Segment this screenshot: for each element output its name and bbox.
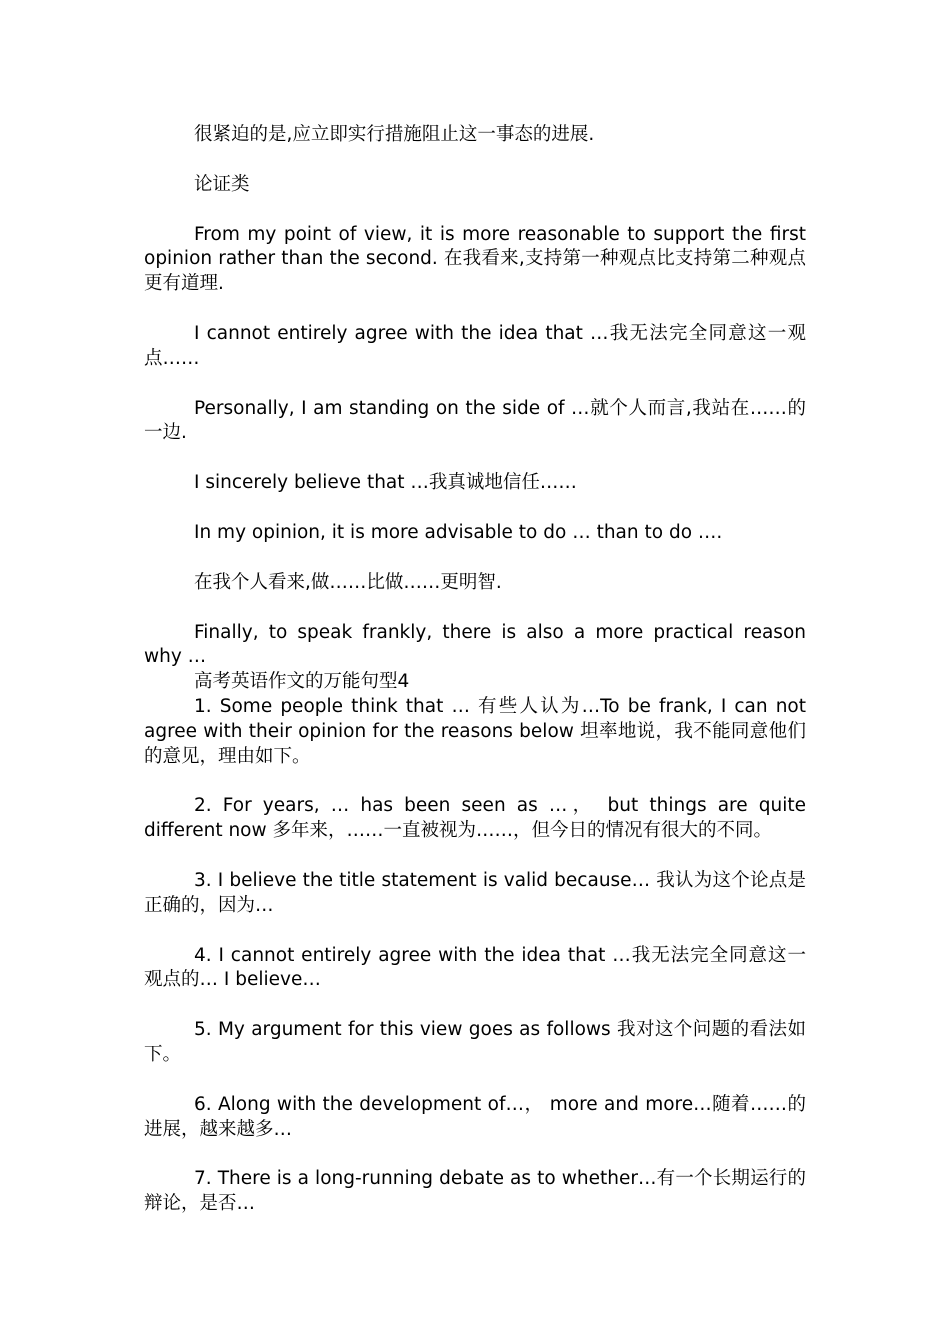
paragraph-more-advisable-translation: 在我个人看来,做……比做……更明智. bbox=[194, 571, 502, 593]
paragraph-sincerely-believe: I sincerely believe that …我真诚地信任…… bbox=[194, 472, 577, 494]
paragraph-practical-reason: Finally, to speak frankly, there is also a more practical reason why … bbox=[144, 621, 806, 668]
paragraph-more-advisable: In my opinion, it is more advisable to do … than to do …. bbox=[194, 521, 723, 543]
section-heading-sentence-patterns: 高考英语作文的万能句型4 bbox=[194, 671, 410, 693]
paragraph-urgent-action: 很紧迫的是,应立即实行措施阻止这一事态的进展. bbox=[194, 124, 595, 145]
document-body bbox=[144, 123, 806, 1242]
list-item-3: 3. I believe the title statement is valid because… 我认为这个论点是正确的，因为… bbox=[144, 869, 806, 916]
section-heading-argument: 论证类 bbox=[194, 173, 250, 195]
list-item-6: 6. Along with the development of…， more and more…随着……的进展，越来越多… bbox=[144, 1093, 806, 1140]
paragraph-personally: Personally, I am standing on the side of …就个人而言,我站在……的一边. bbox=[144, 397, 806, 444]
paragraph-cannot-agree: I cannot entirely agree with the idea that …我无法完全同意这一观点…… bbox=[144, 322, 806, 369]
list-item-2: 2. For years, … has been seen as …， but things are quite different now 多年来，……一直被视为……，但今日的情况有很大的不同。 bbox=[144, 795, 806, 842]
list-item-4: 4. I cannot entirely agree with the idea that …我无法完全同意这一观点的… I believe… bbox=[144, 944, 806, 991]
list-item-5: 5. My argument for this view goes as follows 我对这个问题的看法如下。 bbox=[144, 1019, 806, 1065]
list-item-7: 7. There is a long-running debate as to whether…有一个长期运行的辩论，是否… bbox=[144, 1168, 806, 1215]
list-item-1: 1. Some people think that … 有些人认为…To be frank, I can not agree with their opinion for the reasons below 坦率地说，我不能同意他们的意见，理由如下。 bbox=[144, 695, 806, 767]
paragraph-point-of-view: From my point of view, it is more reasonable to support the first opinion rather than the second. 在我看来,支持第一种观点比支持第二种观点更有道理. bbox=[144, 223, 806, 295]
